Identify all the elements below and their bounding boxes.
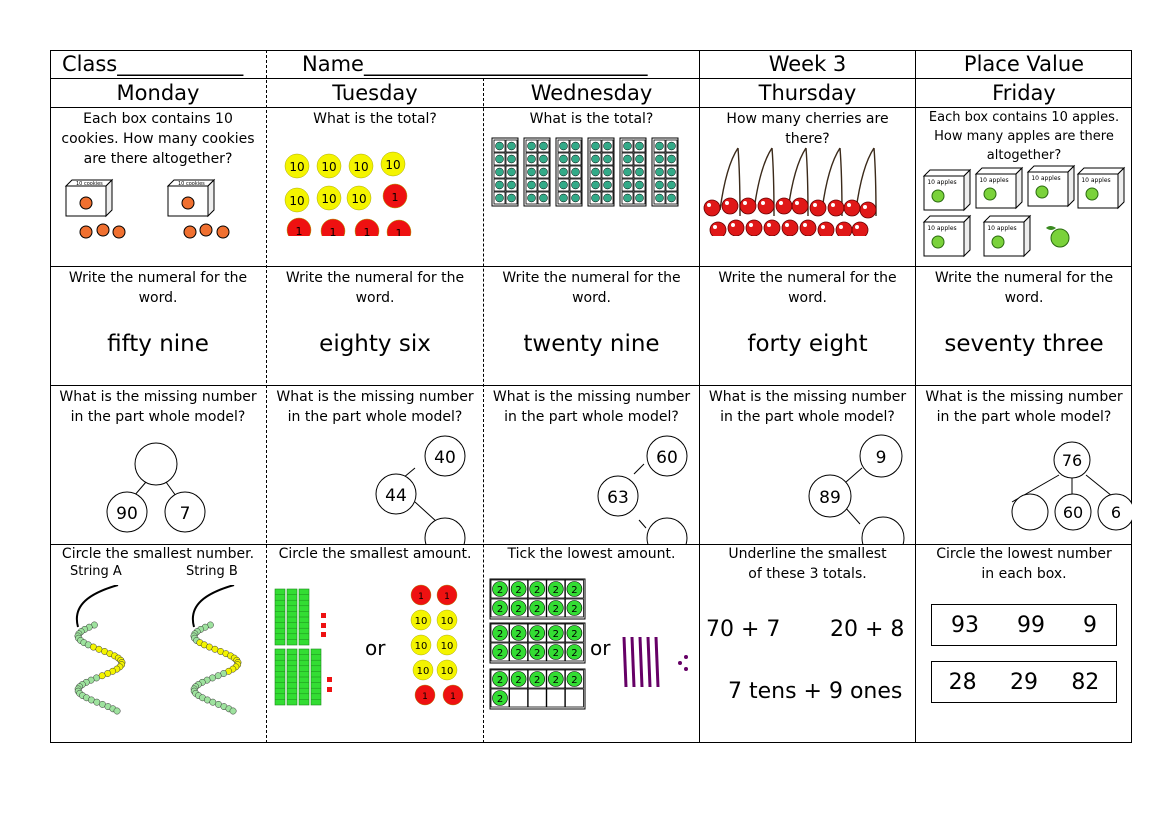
box-number: 82: [1071, 669, 1100, 695]
apple: [1046, 226, 1069, 247]
counter-label: 10: [440, 666, 454, 677]
tally-sticks: [624, 637, 658, 687]
or-label: or: [365, 636, 386, 660]
part-whole-model: [916, 432, 1132, 544]
row3-question: What is the missing number in the part whole model?: [925, 389, 1123, 425]
ten-counter: [437, 660, 457, 680]
counter-label: 2: [552, 604, 559, 615]
wed-row4-question: Tick the lowest amount.: [507, 546, 676, 562]
ten-counter: [411, 635, 431, 655]
tue-row1: [267, 108, 483, 266]
part-whole-model: [50, 432, 266, 544]
string-b-label: String B: [186, 564, 238, 579]
counter-label: 2: [552, 585, 559, 596]
cherry: [852, 222, 868, 236]
counter-label: 2: [496, 585, 504, 596]
wed-dienes-tens: [484, 132, 699, 212]
ones-cube: [321, 613, 326, 618]
ten-frame: [490, 623, 585, 663]
one-counter: [443, 685, 463, 705]
tens-rod: [287, 589, 297, 645]
counter-label: 2: [534, 604, 541, 615]
counter-label: 10: [414, 616, 428, 627]
day-friday: Friday: [992, 81, 1056, 105]
part-whole-model: [267, 432, 483, 544]
counter-label: 2: [515, 648, 522, 659]
counter-label: 2: [571, 585, 578, 596]
ten-frame: [490, 669, 585, 709]
tens-rod: [287, 649, 297, 705]
counter-label: 1: [450, 692, 456, 702]
cherry: [704, 200, 720, 216]
day-monday: Monday: [116, 81, 200, 105]
apple-box-label: 10 apples: [987, 225, 1017, 232]
mon-row4-question: Circle the smallest number.: [61, 546, 255, 562]
tue-row2: [267, 267, 483, 385]
wed-row3: [484, 386, 699, 544]
row2-question: Write the numeral for the word.: [718, 270, 897, 306]
cherry: [836, 222, 852, 236]
one-counter: [321, 219, 345, 236]
ten-counter: [411, 610, 431, 630]
tens-block: [524, 138, 550, 206]
bead-strings: [50, 585, 266, 745]
apple-box: [1078, 168, 1124, 208]
tue-row3: [267, 386, 483, 544]
counter-label: 10: [416, 666, 430, 677]
bead-string: [191, 585, 241, 714]
row2-question: Write the numeral for the word.: [934, 270, 1114, 306]
apple-boxes: [916, 164, 1132, 264]
counter-label: 10: [440, 641, 454, 652]
counter-label: 2: [534, 585, 541, 596]
cookie-box: [168, 180, 214, 216]
mon-row4: [50, 545, 266, 743]
cookie-box-label: 10 cookies: [178, 181, 205, 187]
counter-label: 2: [534, 675, 541, 686]
day-thursday: Thursday: [758, 81, 857, 105]
one-counter: [387, 220, 411, 236]
part-value: 60: [656, 448, 678, 468]
mon-row2: [50, 267, 266, 385]
number-word: twenty nine: [523, 331, 660, 357]
apple-box-label: 10 apples: [1031, 175, 1061, 182]
apple-box: [924, 170, 970, 210]
cherry: [792, 198, 808, 214]
part-whole-model: [700, 432, 915, 544]
whole-value: 44: [385, 486, 407, 506]
counter-label: 2: [496, 694, 504, 705]
tue-counters: [267, 136, 483, 236]
tue-row1-question: What is the total?: [313, 111, 437, 127]
counter-label: 2: [496, 629, 504, 640]
ten-counter: [437, 610, 457, 630]
counter-label: 10: [385, 158, 401, 172]
ones-cube: [327, 687, 332, 692]
cherry: [710, 222, 726, 236]
whole-circle: [135, 443, 177, 485]
tens-block: [588, 138, 614, 206]
mon-row1-question: Each box contains 10 cookies. How many cookies are there altogether?: [61, 111, 255, 167]
part-whole-model: [484, 432, 699, 544]
row2-question: Write the numeral for the word.: [502, 270, 681, 306]
tens-rod: [275, 589, 285, 645]
box-number: 28: [948, 669, 977, 695]
counter-label: 1: [391, 191, 399, 204]
number-word: seventy three: [944, 331, 1104, 357]
cherry: [800, 220, 816, 236]
counter-label: 2: [515, 604, 522, 615]
cherry: [728, 220, 744, 236]
mon-row3: [50, 386, 266, 544]
counter-label: 1: [444, 592, 450, 602]
apple-box-label: 10 apples: [1081, 177, 1111, 184]
fri-row1: [916, 108, 1132, 266]
apple-box-label: 10 apples: [927, 225, 957, 232]
box-number: 9: [1083, 612, 1097, 638]
counter-label: 10: [289, 160, 305, 174]
counter-label: 2: [515, 585, 522, 596]
ten-frame: [490, 579, 585, 619]
counter-label: 2: [496, 675, 504, 686]
cherry: [782, 220, 798, 236]
ten-counter: [381, 152, 405, 176]
ones-cube: [321, 623, 326, 628]
counter-label: 2: [534, 648, 541, 659]
fri-row4-question: Circle the lowest number in each box.: [936, 546, 1112, 582]
number-word: fifty nine: [107, 331, 209, 357]
one-counter: [415, 685, 435, 705]
cookie-box: [66, 180, 112, 216]
wed-row4: [484, 545, 699, 743]
ones-cube: [327, 677, 332, 682]
thu-row4-question: Underline the smallest of these 3 totals.: [728, 546, 887, 582]
cherry: [758, 198, 774, 214]
whole-value: 76: [1061, 451, 1083, 470]
wed-row1: [484, 108, 699, 266]
topic-label: Place Value: [963, 52, 1085, 76]
whole-value: 63: [607, 488, 629, 508]
thu-row1: [700, 108, 915, 266]
apple-box: [976, 168, 1022, 208]
one-counter: [355, 219, 379, 236]
fri-row3: [916, 386, 1132, 544]
counter-label: 10: [414, 641, 428, 652]
ten-counter: [347, 186, 371, 210]
box-number: 93: [951, 612, 979, 638]
tens-rod: [299, 589, 309, 645]
counter-label: 2: [571, 675, 578, 686]
part-value: 9: [875, 448, 887, 468]
row3-question: What is the missing number in the part whole model?: [708, 389, 907, 425]
cherry: [844, 200, 860, 216]
thu-row4: [700, 545, 915, 743]
cherry: [860, 202, 876, 218]
box-number: 99: [1017, 612, 1045, 638]
counter-label: 2: [571, 648, 578, 659]
cookie-boxes: [50, 174, 266, 244]
one-counter: [437, 585, 457, 605]
box-number: 29: [1009, 669, 1038, 695]
counter-label: 2: [515, 675, 522, 686]
apple-box: [1028, 166, 1074, 206]
thu-row3: [700, 386, 915, 544]
counter-label: 1: [395, 227, 403, 236]
counter-label: 1: [363, 226, 371, 236]
cherries: [700, 146, 915, 236]
cherry: [746, 220, 762, 236]
cookie-box-label: 10 cookies: [76, 181, 103, 187]
row3-question: What is the missing number in the part whole model?: [492, 389, 691, 425]
ten-counter: [413, 660, 433, 680]
ten-counter: [317, 186, 341, 210]
ten-counter: [349, 154, 373, 178]
part-value: 7: [179, 504, 191, 524]
part-value: 40: [434, 448, 456, 468]
apple-box: [924, 216, 970, 256]
mon-row1: [50, 108, 266, 266]
ones-cube: [321, 632, 326, 637]
tue-row4-question: Circle the smallest amount.: [278, 546, 472, 562]
one-counter: [411, 585, 431, 605]
tens-rod: [275, 649, 285, 705]
part-value: 90: [116, 504, 138, 524]
tens-block: [556, 138, 582, 206]
cherry: [828, 200, 844, 216]
counter-label: 2: [552, 675, 559, 686]
fri-row1-question: Each box contains 10 apples. How many apples are there altogether?: [928, 110, 1120, 163]
loose-cookies: [80, 224, 229, 238]
counter-label: 10: [353, 160, 369, 174]
cherry: [740, 198, 756, 214]
number-word: forty eight: [747, 331, 868, 357]
ten-counter: [317, 154, 341, 178]
row2-question: Write the numeral for the word.: [285, 270, 465, 306]
counter-label: 2: [552, 648, 559, 659]
cherry: [818, 222, 834, 236]
sum-item: 7 tens + 9 ones: [728, 679, 903, 704]
row3-question: What is the missing number in the part whole model?: [59, 389, 257, 425]
wed-row1-question: What is the total?: [529, 111, 654, 127]
dot: [678, 661, 682, 665]
number-box: [931, 661, 1117, 703]
tens-block: [620, 138, 646, 206]
counter-label: 1: [418, 592, 424, 602]
one-counter: [383, 184, 407, 208]
row2-question: Write the numeral for the word.: [68, 270, 248, 306]
thu-row1-question: How many cherries are there?: [726, 111, 889, 147]
counter-label: 10: [440, 616, 454, 627]
tens-block: [492, 138, 518, 206]
counter-label: 2: [571, 629, 578, 640]
wed-row2: [484, 267, 699, 385]
counter-label: 1: [329, 226, 337, 236]
part-value: 6: [1110, 503, 1122, 522]
bead-string: [75, 585, 125, 714]
counter-label: 1: [295, 225, 303, 236]
name-label: Name___________________________: [302, 52, 648, 76]
ten-counter: [285, 188, 309, 212]
tens-rod: [311, 649, 321, 705]
counter-label: 2: [571, 604, 578, 615]
cherry: [722, 198, 738, 214]
tens-block: [652, 138, 678, 206]
apple-box: [984, 216, 1030, 256]
dot: [684, 667, 688, 671]
one-counter: [287, 218, 311, 236]
counter-label: 10: [351, 192, 367, 206]
fri-row2: [916, 267, 1132, 385]
worksheet: [50, 50, 1132, 743]
ten-counter: [437, 635, 457, 655]
fri-row4: [916, 545, 1132, 743]
string-a-label: String A: [70, 564, 122, 579]
dot: [684, 655, 688, 659]
class-label: Class____________: [62, 52, 244, 76]
or-label: or: [590, 636, 611, 660]
number-word: eighty six: [319, 331, 431, 357]
counter-label: 1: [422, 692, 428, 702]
week-label: Week 3: [768, 52, 847, 76]
part-value: 60: [1062, 503, 1084, 522]
counter-label: 10: [321, 160, 337, 174]
sum-item: 70 + 7: [706, 617, 781, 642]
counter-label: 2: [552, 629, 559, 640]
cherry: [776, 198, 792, 214]
counter-label: 2: [496, 648, 504, 659]
tue-row4: [267, 545, 483, 743]
day-tuesday: Tuesday: [332, 81, 418, 105]
day-wednesday: Wednesday: [530, 81, 653, 105]
number-box: [931, 604, 1117, 646]
whole-value: 89: [819, 488, 841, 508]
apple-box-label: 10 apples: [927, 179, 957, 186]
cherry: [764, 220, 780, 236]
counter-label: 2: [496, 604, 504, 615]
counter-label: 2: [534, 629, 541, 640]
cherry: [810, 200, 826, 216]
thu-row2: [700, 267, 915, 385]
counter-label: 10: [289, 194, 305, 208]
counter-label: 10: [321, 192, 337, 206]
counter-label: 2: [515, 629, 522, 640]
tens-rod: [299, 649, 309, 705]
sum-item: 20 + 8: [830, 617, 905, 642]
apple-box-label: 10 apples: [979, 177, 1009, 184]
row3-question: What is the missing number in the part whole model?: [276, 389, 474, 425]
ten-counter: [285, 154, 309, 178]
